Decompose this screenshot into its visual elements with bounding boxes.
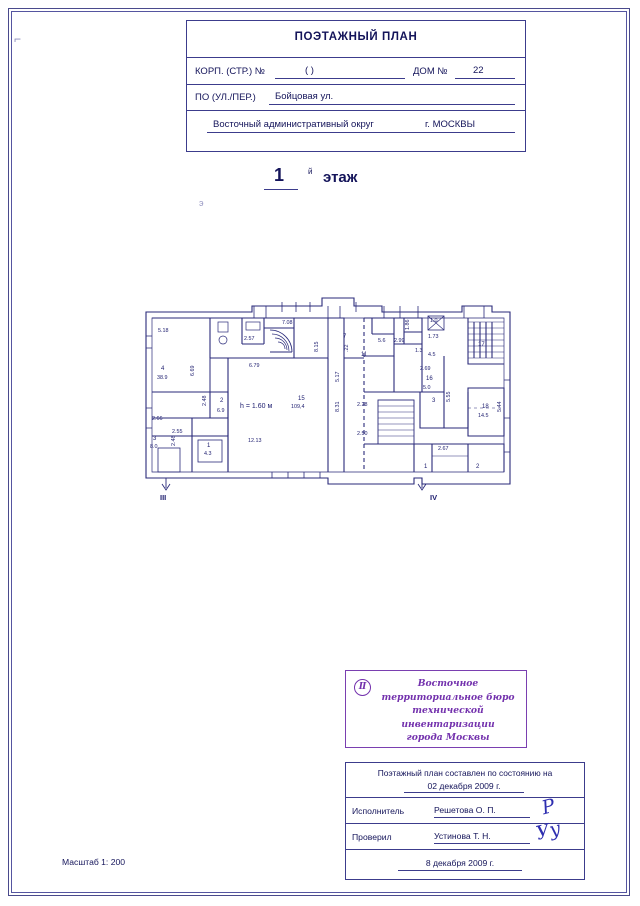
street-label: ПО (УЛ./ПЕР.) — [195, 92, 256, 103]
plan-label-7: 7 — [343, 334, 347, 340]
dom-underline — [455, 78, 515, 79]
plan-label-14-5: 14.5 — [478, 413, 489, 419]
scale-note: Масштаб 1: 200 — [62, 857, 126, 867]
seal-icon: Ⅱ — [354, 679, 371, 696]
stamp-line-2: территориальное бюро — [381, 691, 515, 703]
street-value: Бойцовая ул. — [275, 91, 334, 102]
executor-label: Исполнитель — [352, 806, 405, 816]
plan-label-3: 3 — [432, 398, 436, 404]
header-table — [186, 20, 526, 152]
check-date: 8 декабря 2009 г. — [398, 858, 522, 871]
plan-label-8-15: 8.15 — [314, 341, 320, 352]
plan-label-38-9: 38.9 — [157, 375, 168, 381]
checker-label: Проверил — [352, 832, 392, 842]
plan-label-3b: 3 — [153, 436, 157, 442]
plan-label-4-3: 4.3 — [204, 451, 212, 457]
footer-row-checker — [346, 817, 584, 849]
plan-label-2: 2 — [220, 398, 224, 404]
floor-plan-svg — [132, 288, 524, 552]
made-on-date: 02 декабря 2009 г. — [404, 781, 524, 793]
korp-underline — [275, 78, 405, 79]
plan-label-22: .22 — [344, 344, 350, 352]
plan-label-5-0: 5.0 — [423, 385, 431, 391]
plan-label-2-50: 2.50 — [357, 431, 368, 437]
stray-mark-top-left: ⌐ — [14, 32, 22, 46]
plan-label-12-13: 12.13 — [248, 438, 262, 444]
header-row-building — [187, 57, 525, 84]
signature-checker: Уу — [533, 817, 564, 845]
stray-mark-middle: э — [199, 198, 204, 208]
plan-label-2-48: 2.48 — [202, 395, 208, 406]
plan-label-2b: 2 — [476, 464, 480, 470]
dom-value: 22 — [473, 65, 484, 76]
organization-stamp — [345, 670, 527, 748]
floor-word: этаж — [323, 169, 358, 186]
dom-label: ДОМ № — [413, 66, 448, 77]
district-value: Восточный административный округ — [213, 119, 374, 130]
plan-label-11: 11 — [361, 352, 368, 358]
document-title: ПОЭТАЖНЫЙ ПЛАН — [294, 31, 418, 43]
floor-indicator — [186, 163, 526, 195]
plan-label-4: 4 — [161, 366, 165, 372]
plan-label-8-31: 8.31 — [335, 401, 341, 412]
plan-label-18: 18 — [482, 404, 489, 410]
city-value: г. МОСКВЫ — [425, 119, 476, 130]
plan-label-109-4: 109,4 — [291, 404, 305, 410]
footer-row-date — [346, 763, 584, 797]
plan-label-15: 15 — [298, 396, 305, 402]
plan-label-2-99: 2.99 — [394, 338, 405, 344]
plan-label-5-44: 5.44 — [497, 401, 503, 412]
plan-label-2-48b: 2.48 — [171, 435, 177, 446]
korp-label: КОРП. (СТР.) № — [195, 66, 265, 77]
footer-table — [345, 762, 585, 880]
plan-height-note: h = 1.60 м — [240, 403, 273, 410]
street-underline — [269, 104, 515, 105]
plan-label-1-73: 1.73 — [428, 334, 439, 340]
plan-label-1-86: 1.86 — [405, 319, 411, 330]
plan-label-2-67: 2.67 — [438, 446, 449, 452]
plan-label-5-18: 5.18 — [158, 328, 169, 334]
signature-executor: Р — [539, 794, 558, 820]
plan-label-8-0: 8.0 — [150, 444, 158, 450]
floor-suffix: й — [308, 167, 313, 176]
plan-label-2-66: 2.66 — [152, 416, 163, 422]
stamp-line-3: технической инвентаризации — [401, 705, 495, 730]
header-row-street — [187, 84, 525, 110]
plan-label-1b: 1 — [424, 464, 428, 470]
district-underline — [207, 132, 515, 133]
plan-entrance-right: IV — [430, 493, 438, 502]
plan-label-2-69: 2.69 — [420, 366, 431, 372]
plan-label-4-5: 4.5 — [428, 352, 436, 358]
stamp-line-4: города Москвы — [406, 732, 490, 743]
executor-name: Решетова О. П. — [434, 805, 530, 818]
plan-entrance-left: III — [160, 493, 167, 502]
floor-number-underline — [264, 189, 298, 190]
plan-label-5-17: 5.17 — [335, 371, 341, 382]
header-row-district — [187, 110, 525, 152]
plan-label-1-3: 1.3 — [415, 348, 423, 354]
plan-label-6-9: 6.9 — [217, 408, 225, 414]
made-on-label: Поэтажный план составлен по состоянию на — [377, 768, 553, 778]
footer-row-check-date — [346, 849, 584, 879]
stamp-text — [372, 677, 524, 745]
plan-label-5-6: 5.6 — [378, 338, 386, 344]
plan-label-6-79: 6.79 — [249, 363, 260, 369]
korp-value: ( ) — [305, 65, 314, 76]
plan-label-1-0: 1.0 — [430, 318, 438, 324]
stamp-line-1: Восточное — [417, 678, 479, 689]
floor-number: 1 — [274, 165, 286, 185]
plan-label-16: 16 — [426, 376, 433, 382]
plan-label-7-08: 7.08 — [282, 320, 293, 326]
plan-label-2-55: 2.55 — [172, 429, 183, 435]
floor-plan-drawing — [132, 288, 524, 552]
plan-label-6-69: 6.69 — [190, 365, 196, 376]
checker-name: Устинова Т. Н. — [434, 831, 530, 844]
plan-label-1: 1 — [207, 443, 211, 449]
plan-label-2-28: 2.28 — [357, 402, 368, 408]
plan-label-2-57: 2.57 — [244, 336, 255, 342]
plan-label-5-55: 5.55 — [446, 391, 452, 402]
plan-label-17: 17 — [478, 342, 485, 348]
